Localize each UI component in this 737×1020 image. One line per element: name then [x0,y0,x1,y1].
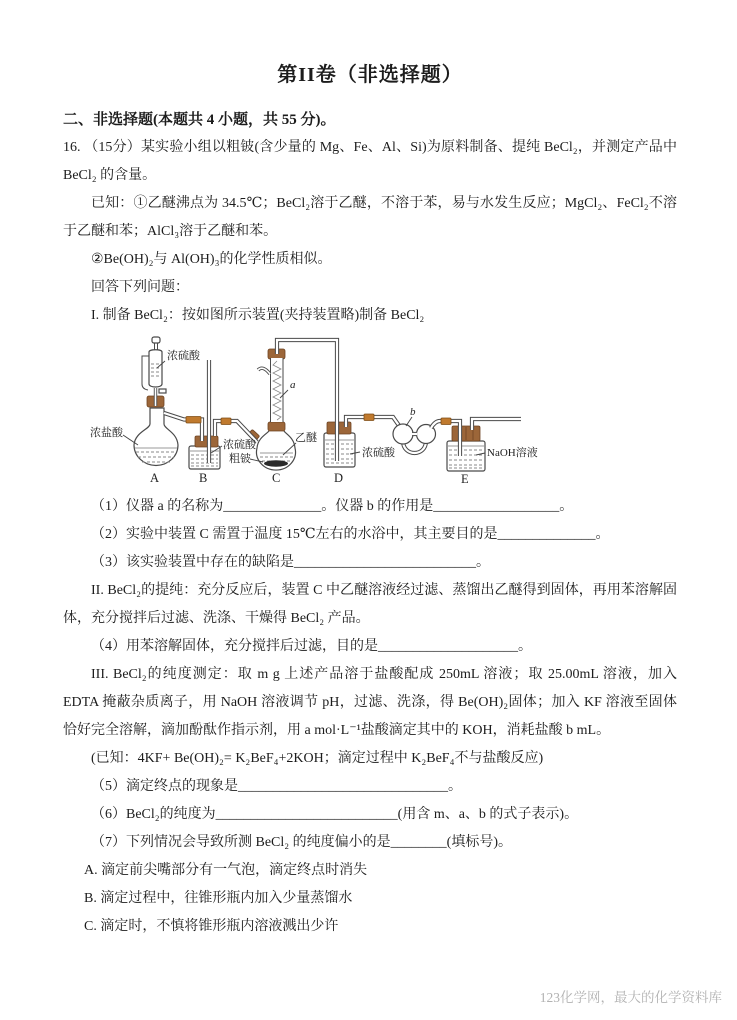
connector-3 [364,414,374,421]
question-3: （3）该实验装置中存在的缺陷是__________________________。 [91,555,490,570]
part-2-heading: II. BeCl₂的提纯：充分反应后，装置 C 中乙醚溶液经过滤、蒸馏出乙醚得到固体，再用苯溶解固体，充分搅拌后过滤、洗涤、干燥得 BeCl₂ 产品。 [63,583,677,626]
connector-4 [441,418,451,425]
connector-2 [221,418,231,425]
letter-e: E [461,472,469,486]
letter-c: C [272,471,281,485]
label-a: a [290,379,296,391]
cork-flask-c [268,422,285,431]
question-4: （4）用苯溶解固体，充分搅拌后过滤，目的是____________________。 [91,639,532,654]
question-5: （5）滴定终点的现象是______________________________。 [91,779,462,794]
option-c: C. 滴定时，不慎将锥形瓶内溶液溅出少许 [84,919,339,934]
label-conc-h2so4-b: 浓硫酸 [223,439,256,451]
answer-prompt: 回答下列问题： [91,280,189,295]
apparatus-diagram [69,334,677,491]
connector-1 [186,417,201,424]
option-a: A. 滴定前尖嘴部分有一气泡，滴定终点时消失 [84,863,368,878]
known-info-1: 已知：①乙醚沸点为 34.5℃；BeCl₂溶于乙醚，不溶于苯，易与水发生反应；MgCl₂、FeCl₂不溶于乙醚和苯；AlCl₃溶于乙醚和苯。 [63,196,677,239]
letter-a: A [150,471,160,485]
double-bulb-tube-b [393,424,436,444]
label-naoh: NaOH溶液 [487,447,538,459]
label-b: b [410,406,416,418]
cork-bottle-b [195,436,218,447]
label-conc-h2so4-d: 浓硫酸 [362,447,395,459]
part-1-heading: I. 制备 BeCl₂：按如图所示装置(夹持装置略)制备 BeCl₂ [91,308,425,323]
question-7: （7）下列情况会导致所测 BeCl₂ 的纯度偏小的是________(填标号)。 [91,835,512,850]
round-flask-c [257,429,296,470]
option-b: B. 滴定过程中，往锥形瓶内加入少量蒸馏水 [84,891,353,906]
question-2: （2）实验中装置 C 需置于温度 15℃左右的水浴中，其主要目的是______________。 [91,527,610,542]
question-6: （6）BeCl₂的纯度为__________________________(用含 m、a、b 的式子表示)。 [91,807,579,822]
section-heading: 二、非选择题(本题共 4 小题，共 55 分)。 [63,112,336,128]
question-1: （1）仪器 a 的名称为______________。仪器 b 的作用是__________________。 [91,499,574,514]
letter-b: B [199,471,208,485]
apparatus-diagram-svg [69,334,569,486]
gas-washing-bottle-b [189,446,220,469]
label-conc-h2so4-funnel: 浓硫酸 [167,350,200,362]
label-ether: 乙醚 [295,432,317,444]
page-title: 第II卷（非选择题） [277,64,463,86]
dropping-funnel [142,337,166,393]
question-16-intro: 16. （15分）某实验小组以粗铍(含少量的 Mg、Fe、Al、Si)为原料制备、提纯 BeCl₂，并测定产品中 BeCl₂ 的含量。 [63,140,677,183]
letter-d: D [334,471,344,485]
cork-bottle-e [452,426,480,441]
watermark-footer: 123化学网，最大的化学资料库 [539,990,722,1005]
gas-bottle-e [447,441,485,471]
part-3-heading: III. BeCl₂的纯度测定：取 m g 上述产品溶于盐酸配成 250mL 溶液；取 25.00mL 溶液，加入 EDTA 掩蔽杂质离子，用 NaOH 溶液调节 pH，过滤、洗涤，得 Be(OH)₂固体；加入 KF 溶液至固体恰好完全溶解，滴加酚酞作指示剂，用 a mol·L⁻¹盐酸滴定其中的 KOH，消耗盐酸 b mL。 [63,667,677,738]
condenser-a [258,358,283,422]
label-conc-hcl: 浓盐酸 [90,427,123,439]
known-info-2: ②Be(OH)₂与 Al(OH)₃的化学性质相似。 [91,252,332,267]
known-equation: (已知：4KF+ Be(OH)₂= K₂BeF₄+2KOH；滴定过程中 K₂BeF₄不与盐酸反应) [91,751,544,766]
leader-b [406,417,412,426]
gas-washing-bottle-d [324,433,355,467]
label-crude-be: 粗铍 [229,453,251,465]
